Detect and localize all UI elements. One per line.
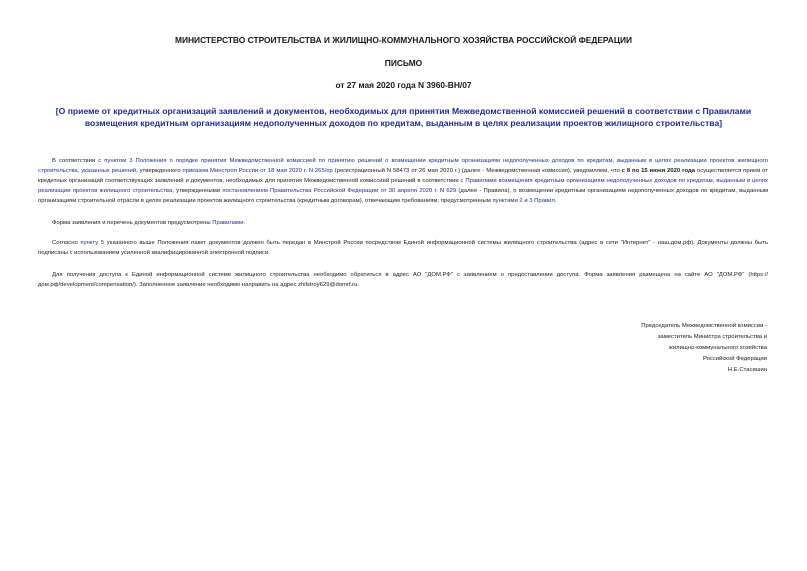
p1-text-7: и: [522, 198, 530, 204]
p1-dates-bold: с 8 по 15 июня 2020 года: [621, 168, 696, 174]
p1-text-4: осуществляется прием от кредитных организаций соответствующих заявлений и документов, необходимых для принятия Межведомственной комиссией решений в соответствии с: [38, 168, 768, 184]
p2-text-2: .: [243, 220, 246, 226]
p1-text-6: (далее - Правила), о возмещении кредитным организациям недополученных доходов по кредитам, выданным организациям строительной отрасли в целях реализации проектов жилищного строительства (кредитным договорам), отвечающим требованиям, предусмотренным: [38, 188, 769, 204]
subject-close-bracket: ]: [719, 117, 723, 128]
p1-rules-link[interactable]: Правилами возмещения кредитным организациям недополученных доходов по кредитам, выданным в целях реализации проектов жилищного строительства: [38, 178, 768, 194]
signature-line-3: жилищно-коммунального хозяйства: [668, 345, 767, 351]
p3-text-2: указанного выше Положения пакет документов должен быть передан в Минстрой России посредством Единой информационной системы жилищного строительства (адрес в сети "Интернет" - наш.дом.рф). Документы должны быть подписаны с использованием усиленной квалифицированной электронной подписи.: [38, 240, 769, 256]
signature-block: [567, 321, 767, 376]
p1-resolution-link[interactable]: постановлением Правительства Российской Федерации от 30 апреля 2020 г. N 629: [222, 188, 457, 194]
paragraph-2: [38, 218, 768, 228]
signature-line-4: Российской Федерации: [702, 356, 767, 362]
signature-name: Н.Е.Стасишин: [727, 367, 767, 373]
p1-points-2-link[interactable]: пунктами 2: [492, 198, 523, 204]
p3-point-5-link[interactable]: пункту 5: [80, 240, 105, 246]
ministry-heading: МИНИСТЕРСТВО СТРОИТЕЛЬСТВА И ЖИЛИЩНО-КОММУНАЛЬНОГО ХОЗЯЙСТВА РОССИЙСКОЙ ФЕДЕРАЦИИ: [175, 35, 632, 45]
subject-text: [О приеме от кредитных организаций заявлений и документов, необходимых для принятия Межведомственной комиссией решений в соответствии с: [55, 106, 703, 116]
document-subject: [40, 106, 767, 129]
p1-text-3: (регистрационный N 58473 от 26 мая 2020 г.) (далее - Межведомственная комиссия), уведомляем, что: [332, 168, 622, 174]
signature-line-2: заместитель Министра строительства и: [657, 334, 767, 340]
document-date-number: от 27 мая 2020 года N 3960-ВН/07: [335, 80, 472, 90]
p1-text-8: .: [554, 198, 557, 204]
document-type: ПИСЬМО: [384, 58, 423, 68]
p3-text-1: Согласно: [52, 240, 81, 246]
p2-text-1: Форма заявления и перечень документов предусмотрены: [52, 220, 213, 226]
paragraph-4: Для получения доступа к Единой информационной системе жилищного строительства необходимо обратиться в адрес АО "ДОМ.РФ" с заявлением о предоставлении доступа. Форма заявления размещена на сайте АО "ДОМ.РФ" (https://дом.рф/development/compensation/). Заполненное заявление необходимо направить на адрес zhilstroy629@domrf.ru.: [38, 272, 768, 288]
signature-line-1: Председатель Межведомственной комиссии -: [641, 323, 767, 329]
p1-order-link[interactable]: приказом Минстроя России от 18 мая 2020 г. N 265/пр: [182, 168, 333, 174]
p2-rules-link[interactable]: Правилами: [212, 220, 244, 226]
p1-regulation-link[interactable]: пунктом 3 Положения о порядке принятия Межведомственной комиссией по принятию решений о возмещении кредитным организациям недополученных доходов по кредитам, выданным в целях реализации проектов жилищного строительства, указанных решений: [38, 158, 769, 174]
subject-rules-link[interactable]: Правилами возмещения кредитным организациям недополученных доходов по кредитам, выданным в целях реализации проектов жилищного строительства: [84, 106, 752, 128]
p1-text-5: , утвержденными: [172, 188, 223, 194]
p1-text-2: , утвержденного: [136, 168, 183, 174]
paragraph-1: [38, 156, 768, 206]
paragraph-3: [38, 238, 768, 258]
p1-points-3-link[interactable]: 3 Правил: [529, 198, 555, 204]
p1-text-1: В соответствии с: [52, 158, 105, 164]
